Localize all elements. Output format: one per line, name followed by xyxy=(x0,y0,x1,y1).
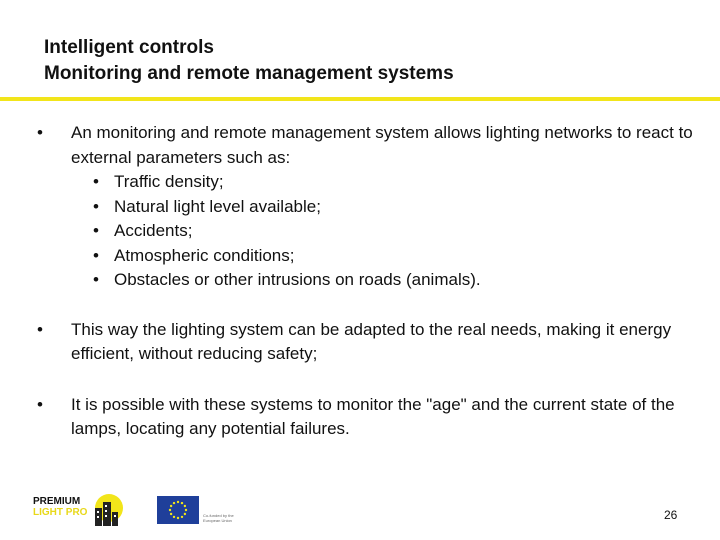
premium-light-logo xyxy=(33,494,125,526)
bullet-text: An monitoring and remote management system allows lighting networks to react to external parameters such as: xyxy=(71,123,693,167)
slide-title xyxy=(44,35,454,87)
eu-stars-icon xyxy=(157,496,199,524)
sub-bullet-item xyxy=(30,268,700,293)
sub-bullet-marker: • xyxy=(93,270,99,289)
eu-flag-logo xyxy=(157,496,199,524)
sub-bullet-item xyxy=(30,195,700,220)
page-number: 26 xyxy=(664,508,678,522)
logo-text-premium: PREMIUM xyxy=(33,496,81,507)
bullet-item xyxy=(30,318,700,367)
sub-bullet-item xyxy=(30,244,700,269)
bullet-marker: • xyxy=(37,123,43,142)
sub-bullet-item xyxy=(30,170,700,195)
title-line-2: Monitoring and remote management systems xyxy=(44,63,454,84)
eu-caption: Co-funded by the European Union xyxy=(203,513,234,523)
sub-bullet-text: Atmospheric conditions; xyxy=(114,245,295,265)
bullet-text: It is possible with these systems to monitor the "age" and the current state of the lamps, locating any potential failures. xyxy=(71,394,675,438)
title-divider xyxy=(0,97,720,101)
bullet-list xyxy=(30,121,700,442)
title-line-1: Intelligent controls xyxy=(44,37,214,58)
logo-text-light: LIGHT PRO xyxy=(33,507,88,518)
bullet-item xyxy=(30,121,700,170)
bullet-text: This way the lighting system can be adapted to the real needs, making it energy efficient, without reducing safety; xyxy=(71,319,672,363)
sub-bullet-text: Obstacles or other intrusions on roads (animals). xyxy=(114,270,481,289)
sub-bullet-text: Accidents; xyxy=(114,221,193,240)
sub-bullet-marker: • xyxy=(93,221,99,240)
sub-bullet-marker: • xyxy=(93,196,99,216)
sub-bullet-text: Traffic density; xyxy=(114,172,224,191)
bullet-marker: • xyxy=(37,394,43,414)
sub-bullet-item xyxy=(30,219,700,244)
sub-bullet-marker: • xyxy=(93,172,99,191)
bullet-marker: • xyxy=(37,319,43,339)
city-lamp-icon xyxy=(89,494,125,526)
sub-bullet-marker: • xyxy=(93,245,99,265)
bullet-item xyxy=(30,393,700,442)
sub-bullet-text: Natural light level available; xyxy=(114,196,321,216)
